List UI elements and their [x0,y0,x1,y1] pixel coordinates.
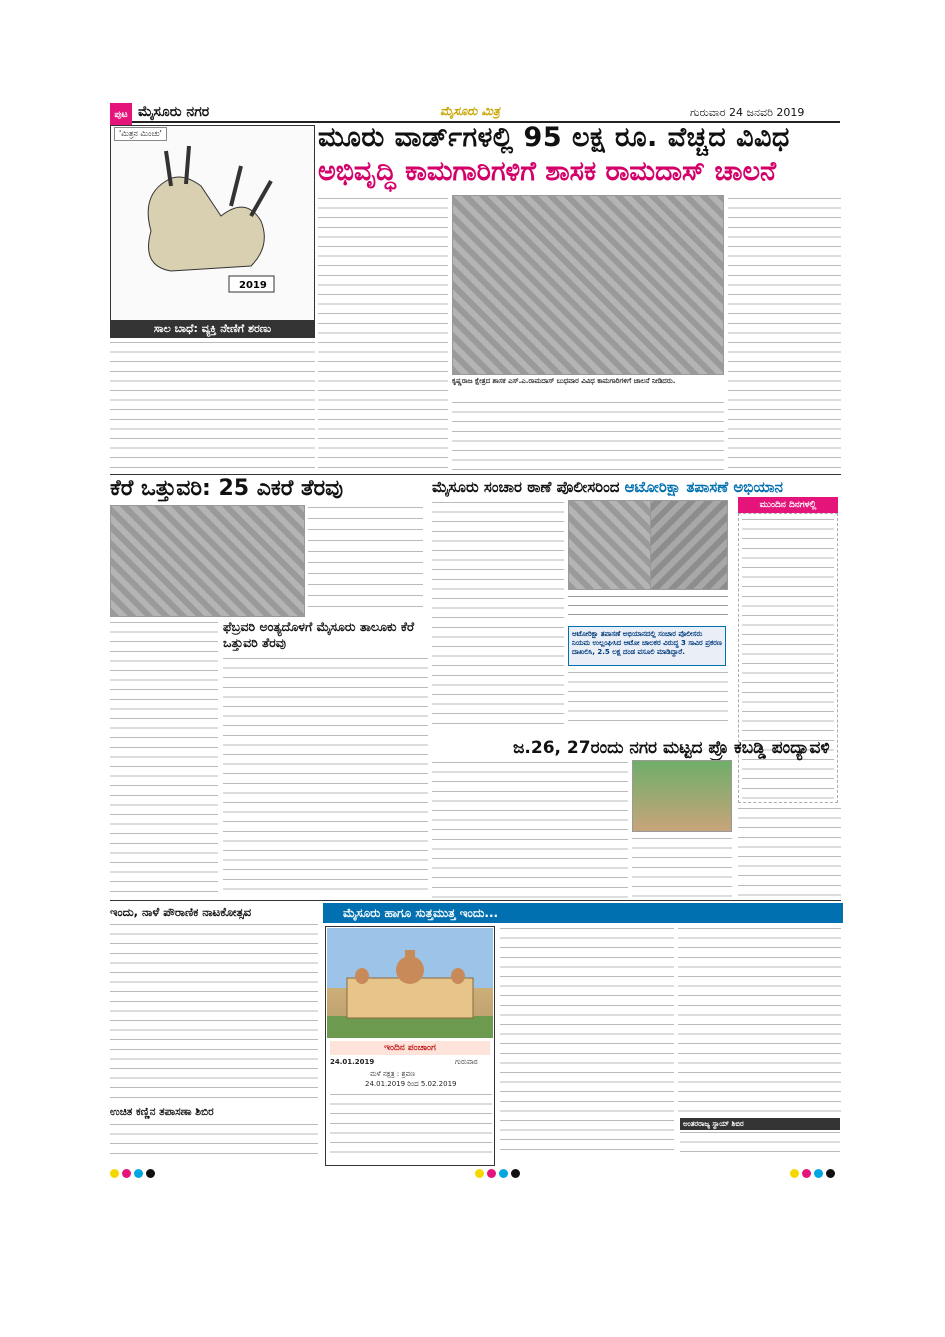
traffic-headline-a: ಮೈಸೂರು ಸಂಚಾರ ಠಾಣೆ ಪೊಲೀಸರಿಂದ [432,478,620,496]
panchanga-day: ಗುರುವಾರ [455,1058,478,1066]
drama-story-body [110,922,318,1104]
divider [110,474,841,475]
cartoon-drawing [111,126,315,321]
lake-sub-headline: ಫೆಬ್ರವರಿ ಅಂತ್ಯದೊಳಗೆ ಮೈಸೂರು ತಾಲೂಕು ಕೆರೆ ಒತ್ತುವರಿ ತೆರವು [223,619,415,650]
kabaddi-body-col1 [432,760,628,898]
palace-photo [327,928,493,1038]
lead-headline-line1: ಮೂರು ವಾರ್ಡ್‌ಗಳಲ್ಲಿ 95 ಲಕ್ಷ ರೂ. ವೆಚ್ಚದ ವಿವಿಧ [318,122,790,153]
lead-photo-caption: ಕೃಷ್ಣರಾಜ ಕ್ಷೇತ್ರದ ಶಾಸಕ ಎಸ್.ಎ.ರಾಮದಾಸ್ ಬುಧವಾರ ವಿವಿಧ ಕಾಮಗಾರಿಗಳಿಗೆ ಚಾಲನೆ ನೀಡಿದರು. [452,377,676,385]
panchanga-details [330,1092,492,1158]
traffic-photo-2 [650,500,728,590]
lake-story-body-col1 [110,620,218,898]
sidebar-title: ಮುಂದಿನ ದಿನಗಳಲ್ಲಿ [738,497,838,513]
text-lines [110,340,315,470]
traffic-headline-b: ಆಟೋರಿಕ್ಷಾ ತಪಾಸಣೆ ಅಭಿಯಾನ [624,478,784,496]
events-banner: ಮೈಸೂರು ಹಾಗೂ ಸುತ್ತಮುತ್ತ ಇಂದು... [323,903,843,923]
sidebar-box [738,513,838,803]
traffic-headline [432,478,783,496]
panchanga-date: 24.01.2019 [330,1058,375,1066]
lead-story-body-col1 [318,196,448,472]
masthead: ಮೈಸೂರು ಮಿತ್ರ [440,104,500,118]
lake-story-body-col2 [223,656,428,898]
events-col1 [500,926,674,1158]
lake-photo-caption-lines [308,505,423,615]
kabaddi-headline: ಜ.26, 27ರಂದು ನಗರ ಮಟ್ಟದ ಪ್ರೊ ಕಬಡ್ಡಿ ಪಂದ್ಯಾವಳಿ [513,738,830,758]
traffic-highlight-box: ಆಟೋರಿಕ್ಷಾ ತಪಾಸಣೆ ಅಭಿಯಾನದಲ್ಲಿ ಸಂಚಾರ ಪೊಲೀಸರು ನಿಯಮ ಉಲ್ಲಂಘಿಸಿದ ಆಟೋ ಚಾಲಕರ ವಿರುದ್ಧ 3 ಸಾವಿರ ಪ್ರಕರಣ ದಾಖಲಿಸಿ, 2.5 ಲಕ್ಷ ದಂಡ ವಸೂಲಿ ಮಾಡಿದ್ದಾರೆ. [568,626,726,666]
kabaddi-body-col3 [738,806,841,898]
suicide-story-body [110,340,315,470]
registration-dots-center [475,1163,523,1182]
dateline: ಗುರುವಾರ 24 ಜನವರಿ 2019 [690,106,805,119]
lake-headline: ಕೆರೆ ಒತ್ತುವರಿ: 25 ಎಕರೆ ತೆರವು [110,476,344,501]
lead-story-photo [452,195,724,375]
traffic-photo-caption [568,594,728,622]
lead-story-body-col3 [728,196,841,472]
panchanga-title: ಇಂದಿನ ಪಂಚಾಂಗ [330,1041,490,1055]
events-sub-box-title: ಅಂತರರಾಜ್ಯ ಸ್ಥಾಯ್ ಶಿಬಿರ [680,1118,840,1131]
traffic-story-body-col2 [568,670,728,728]
traffic-story-body-col1 [432,500,564,728]
lead-headline-line2: ಅಭಿವೃದ್ಧಿ ಕಾಮಗಾರಿಗಳಿಗೆ ಶಾಸಕ ರಾಮದಾಸ್ ಚಾಲನೆ [318,156,777,187]
events-col2 [678,926,841,1116]
lead-story-body-col2 [452,400,724,472]
kabaddi-body-col2 [632,836,732,898]
lead-headline [318,122,843,188]
events-sub-box-body [680,1130,840,1158]
drama-headline: ಇಂದು, ನಾಳೆ ಪೌರಾಣಿಕ ನಾಟಕೋತ್ಸವ [110,905,252,919]
page-label: ಪುಟ [114,110,128,120]
panchanga-range: 24.01.2019 ರಿಂದ 5.02.2019 [365,1080,457,1088]
lake-story-photo [110,505,305,617]
eye-camp-body [110,1122,318,1156]
cartoon-label: 'ಮಿತ್ರನ ಮಿಂಚು' [114,127,167,141]
page-number-box [110,103,132,127]
cartoon-strip-title: ಸಾಲ ಬಾಧೆ: ವ್ಯಕ್ತಿ ನೇಣಿಗೆ ಶರಣು [110,320,315,338]
panchanga-star: ಮಳೆ ನಕ್ಷತ್ರ : ಶ್ರವಣ [370,1070,416,1078]
divider-2 [110,900,841,901]
registration-dots-right [790,1163,838,1182]
kabaddi-photo [632,760,732,832]
cartoon-year-tag: 2019 [239,280,267,291]
eye-camp-headline: ಉಚಿತ ಕಣ್ಣಿನ ತಪಾಸಣಾ ಶಿಬಿರ [110,1106,214,1118]
palace-drawing [327,928,493,1038]
registration-dots-left [110,1163,158,1182]
section-name: ಮೈಸೂರು ನಗರ [138,104,210,120]
cartoon-panel [110,125,315,321]
